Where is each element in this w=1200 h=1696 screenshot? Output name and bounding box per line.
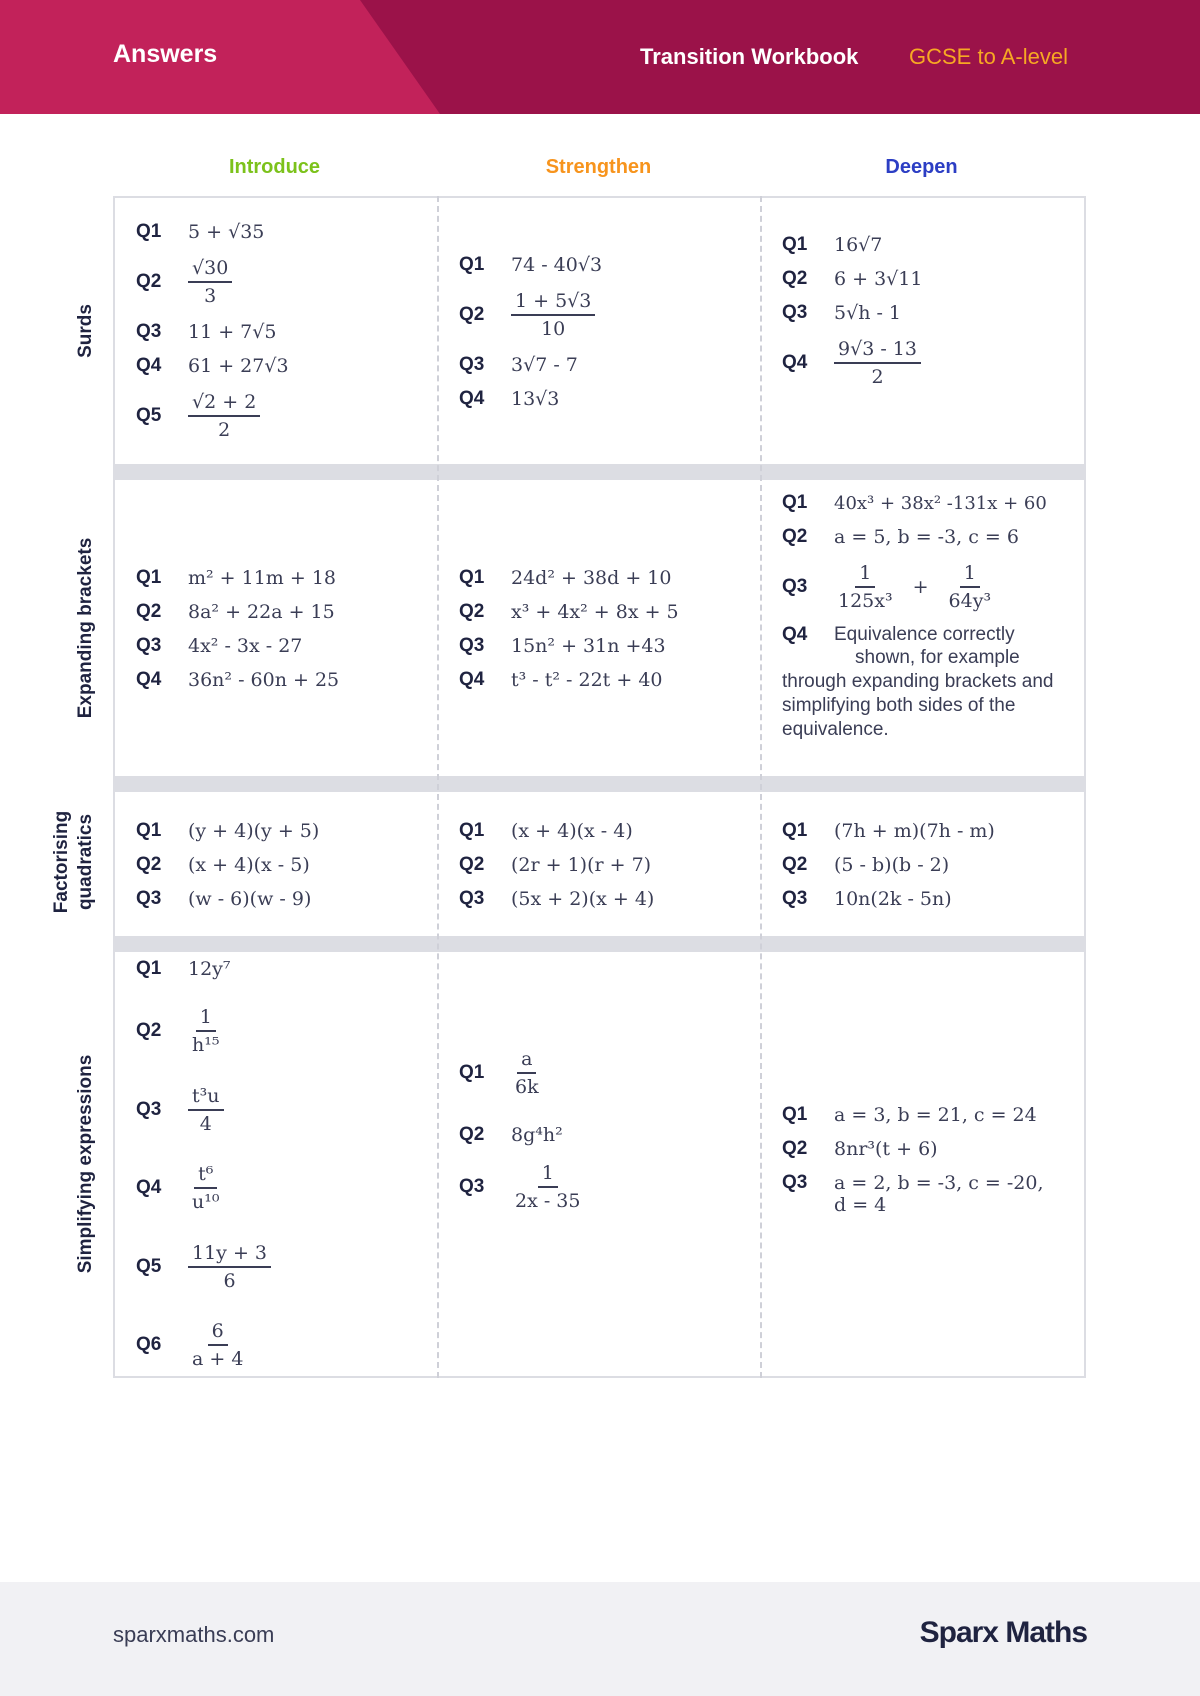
answer-value: 8a² + 22a + 15 <box>188 601 335 623</box>
answer-row <box>761 888 1083 910</box>
answer-row <box>761 526 1083 548</box>
cell-simplifying-deepen <box>761 952 1083 1378</box>
column-heading-strengthen: Strengthen <box>545 156 652 178</box>
question-number: Q1 <box>459 1062 485 1083</box>
answer-fraction <box>834 560 897 614</box>
answer-row <box>438 288 760 342</box>
answer-row <box>115 321 437 343</box>
fraction-denominator: u¹⁰ <box>192 1191 220 1214</box>
fraction-denominator: 2x - 35 <box>515 1190 581 1212</box>
question-number: Q1 <box>136 567 162 588</box>
question-number: Q2 <box>459 1124 485 1145</box>
question-number: Q2 <box>459 304 485 325</box>
answer-value: (w - 6)(w - 9) <box>188 888 312 910</box>
section-title: Answers <box>113 40 218 68</box>
fraction-numerator: 11y + 3 <box>188 1240 271 1268</box>
question-number: Q1 <box>136 958 162 979</box>
answer-value: (y + 4)(y + 5) <box>188 820 320 842</box>
answer-row <box>761 624 1083 646</box>
answer-row <box>438 601 760 623</box>
answer-line-2: d = 4 <box>834 1194 887 1216</box>
answer-row <box>761 492 1083 514</box>
answer-value: 8g⁴h² <box>511 1124 563 1146</box>
fraction-numerator: √30 <box>188 255 232 283</box>
answer-text: shown, for example <box>855 647 1020 668</box>
answer-fraction <box>188 255 232 309</box>
answer-value: 6 + 3√11 <box>834 268 923 290</box>
answer-row <box>438 888 760 910</box>
question-number: Q1 <box>782 492 808 513</box>
answer-fraction <box>834 336 921 390</box>
question-number: Q2 <box>782 854 808 875</box>
row-label-line-2: quadratics <box>75 813 96 911</box>
question-number: Q4 <box>782 352 808 373</box>
fraction-numerator: 9√3 - 13 <box>834 336 921 364</box>
workbook-title: Transition Workbook <box>640 44 859 69</box>
question-number: Q3 <box>136 635 162 656</box>
question-number: Q2 <box>782 526 808 547</box>
question-number: Q3 <box>782 576 808 597</box>
question-number: Q1 <box>782 1104 808 1125</box>
answer-row <box>115 355 437 377</box>
cell-surds-strengthen <box>438 198 760 466</box>
answer-value: 16√7 <box>834 234 883 256</box>
answer-value: 5√h - 1 <box>834 302 902 324</box>
answer-value: 24d² + 38d + 10 <box>511 567 672 589</box>
question-number: Q2 <box>136 271 162 292</box>
answer-value: 40x³ + 38x² -131x + 60 <box>834 492 1047 514</box>
answer-fraction <box>188 1083 224 1137</box>
question-number: Q1 <box>782 820 808 841</box>
workbook-subtitle: GCSE to A-level <box>909 44 1068 69</box>
answer-value: 12y⁷ <box>188 958 231 980</box>
answer-row <box>761 1138 1083 1160</box>
answer-row <box>115 1240 437 1294</box>
fraction-denominator: 6 <box>223 1269 236 1292</box>
question-number: Q3 <box>782 302 808 323</box>
fraction-denominator: 125x³ <box>838 590 893 612</box>
answer-line-1: a = 2, b = -3, c = -20, <box>834 1172 1044 1194</box>
answer-value: 5 + √35 <box>188 221 265 243</box>
question-number: Q3 <box>782 1172 808 1193</box>
answer-row <box>438 820 760 842</box>
fraction-denominator: 3 <box>204 285 217 307</box>
answer-row <box>761 560 1083 614</box>
question-number: Q5 <box>136 405 162 426</box>
question-number: Q2 <box>136 854 162 875</box>
answer-row <box>115 255 437 309</box>
answer-row <box>115 567 437 589</box>
answer-value: Equivalence correctly <box>834 624 1015 645</box>
fraction-numerator: 1 <box>538 1160 558 1188</box>
row-separator <box>113 466 1086 478</box>
answer-row <box>438 567 760 589</box>
answer-fraction <box>945 560 996 614</box>
row-separator <box>113 938 1086 950</box>
question-number: Q3 <box>782 888 808 909</box>
answer-row <box>761 1104 1083 1126</box>
cell-surds-deepen <box>761 198 1083 466</box>
answer-value: a = 5, b = -3, c = 6 <box>834 526 1019 548</box>
brand-logo: Sparx Maths <box>919 1616 1087 1649</box>
answer-row <box>115 854 437 876</box>
answer-row <box>761 336 1083 390</box>
answer-value: 15n² + 31n +43 <box>511 635 666 657</box>
cell-factorising-introduce <box>115 792 437 938</box>
answer-row <box>438 1124 760 1146</box>
answer-fraction <box>188 1004 223 1058</box>
question-number: Q4 <box>136 669 162 690</box>
answer-row <box>761 854 1083 876</box>
answer-value: 3√7 - 7 <box>511 354 578 376</box>
answer-row <box>115 820 437 842</box>
fraction-denominator: 2 <box>871 366 884 388</box>
answer-fraction <box>188 1161 223 1215</box>
fraction-denominator: a + 4 <box>192 1347 244 1370</box>
question-number: Q4 <box>459 388 485 409</box>
row-label-line-1: Factorising <box>51 810 72 914</box>
row-separator <box>113 778 1086 790</box>
question-number: Q1 <box>459 254 485 275</box>
answer-row <box>115 669 437 691</box>
question-number: Q3 <box>459 354 485 375</box>
answer-row <box>438 854 760 876</box>
answer-fraction <box>511 1046 543 1100</box>
cell-simplifying-strengthen <box>438 952 760 1378</box>
fraction-numerator: t⁶ <box>194 1161 217 1189</box>
row-label-surds: Surds <box>75 304 96 358</box>
answer-fraction <box>511 1160 584 1214</box>
answer-value: x³ + 4x² + 8x + 5 <box>511 601 679 623</box>
plus-sign: + <box>912 576 929 598</box>
answer-value: m² + 11m + 18 <box>188 567 337 589</box>
answer-value: 8nr³(t + 6) <box>834 1138 938 1160</box>
answer-row <box>438 635 760 657</box>
question-number: Q1 <box>459 820 485 841</box>
fraction-numerator: 1 + 5√3 <box>511 288 595 316</box>
answer-value: 11 + 7√5 <box>188 321 277 343</box>
answer-value: 61 + 27√3 <box>188 355 289 377</box>
answer-row <box>438 254 760 276</box>
answer-row <box>761 1172 1083 1216</box>
question-number: Q3 <box>459 888 485 909</box>
fraction-denominator: 6k <box>515 1076 539 1098</box>
answer-row <box>115 1318 437 1372</box>
cell-factorising-strengthen <box>438 792 760 938</box>
answer-value: (2r + 1)(r + 7) <box>511 854 652 876</box>
question-number: Q1 <box>459 567 485 588</box>
fraction-numerator: a <box>517 1046 536 1074</box>
answer-row <box>438 354 760 376</box>
row-label-expanding-brackets: Expanding brackets <box>75 537 96 719</box>
fraction-numerator: t³u <box>188 1083 224 1111</box>
answer-row <box>115 601 437 623</box>
cell-expanding-deepen <box>761 480 1083 778</box>
question-number: Q3 <box>459 635 485 656</box>
answer-value <box>834 1172 1044 1216</box>
answer-value: 36n² - 60n + 25 <box>188 669 340 691</box>
fraction-denominator: 2 <box>218 419 231 441</box>
answer-row <box>761 302 1083 324</box>
footer <box>0 1582 1200 1696</box>
answer-value: (x + 4)(x - 5) <box>188 854 310 876</box>
answer-row <box>438 388 760 410</box>
question-number: Q5 <box>136 1255 162 1277</box>
fraction-denominator: h¹⁵ <box>192 1034 220 1057</box>
answer-row <box>115 1004 437 1058</box>
answer-fraction <box>188 1318 247 1372</box>
cell-expanding-introduce <box>115 480 437 778</box>
question-number: Q3 <box>136 888 162 909</box>
answer-value: (7h + m)(7h - m) <box>834 820 995 842</box>
fraction-numerator: √2 + 2 <box>188 389 260 417</box>
footer-website-link[interactable]: sparxmaths.com <box>113 1622 275 1647</box>
fraction-denominator: 64y³ <box>948 590 992 612</box>
question-number: Q2 <box>136 1020 162 1042</box>
question-number: Q2 <box>459 854 485 875</box>
answer-fraction <box>188 389 260 443</box>
question-number: Q4 <box>136 1177 162 1199</box>
fraction-denominator: 4 <box>199 1112 212 1135</box>
answer-fraction <box>511 288 595 342</box>
answer-fraction <box>188 1240 271 1294</box>
question-number: Q4 <box>136 355 162 376</box>
answer-row <box>438 1046 760 1100</box>
column-heading-introduce: Introduce <box>228 156 321 178</box>
answer-value: a = 3, b = 21, c = 24 <box>834 1104 1037 1126</box>
fraction-numerator: 1 <box>196 1004 216 1032</box>
header-banner <box>0 0 1200 114</box>
question-number: Q4 <box>782 624 808 645</box>
answer-value: 74 - 40√3 <box>511 254 603 276</box>
fraction-numerator: 1 <box>960 560 980 588</box>
answer-row <box>761 268 1083 290</box>
header-accent-shape <box>0 0 440 114</box>
question-number: Q1 <box>782 234 808 255</box>
question-number: Q2 <box>136 601 162 622</box>
cell-simplifying-introduce <box>115 952 437 1378</box>
row-label-simplifying-expressions: Simplifying expressions <box>75 1054 96 1274</box>
cell-surds-introduce <box>115 198 437 466</box>
question-number: Q2 <box>782 1138 808 1159</box>
answer-row <box>115 1083 437 1137</box>
answer-row <box>115 221 437 243</box>
answer-row <box>761 234 1083 256</box>
answer-row <box>438 1160 760 1214</box>
question-number: Q4 <box>459 669 485 690</box>
answer-value: 4x² - 3x - 27 <box>188 635 303 657</box>
answer-row <box>115 888 437 910</box>
cell-factorising-deepen <box>761 792 1083 938</box>
answer-row <box>115 958 437 980</box>
question-number: Q1 <box>136 820 162 841</box>
column-heading-deepen: Deepen <box>885 156 958 178</box>
question-number: Q3 <box>459 1176 485 1197</box>
answer-row <box>115 635 437 657</box>
question-number: Q3 <box>136 321 162 342</box>
answer-value: (5x + 2)(x + 4) <box>511 888 655 910</box>
answer-text: through expanding brackets and simplifying both sides of the equivalence. <box>782 671 1054 740</box>
fraction-numerator: 1 <box>855 560 875 588</box>
fraction-numerator: 6 <box>208 1318 228 1346</box>
answer-value: 13√3 <box>511 388 560 410</box>
question-number: Q3 <box>136 1098 162 1120</box>
answer-value: 10n(2k - 5n) <box>834 888 952 910</box>
row-label-factorising-quadratics <box>50 811 98 913</box>
answer-row <box>761 820 1083 842</box>
question-number: Q1 <box>136 221 162 242</box>
question-number: Q2 <box>459 601 485 622</box>
answer-value: t³ - t² - 22t + 40 <box>511 669 663 691</box>
answer-row <box>115 389 437 443</box>
answer-row <box>115 1161 437 1215</box>
answer-row <box>438 669 760 691</box>
question-number: Q2 <box>782 268 808 289</box>
cell-expanding-strengthen <box>438 480 760 778</box>
fraction-denominator: 10 <box>541 318 566 340</box>
question-number: Q6 <box>136 1333 162 1355</box>
answer-value: (x + 4)(x - 4) <box>511 820 633 842</box>
answer-value: (5 - b)(b - 2) <box>834 854 950 876</box>
